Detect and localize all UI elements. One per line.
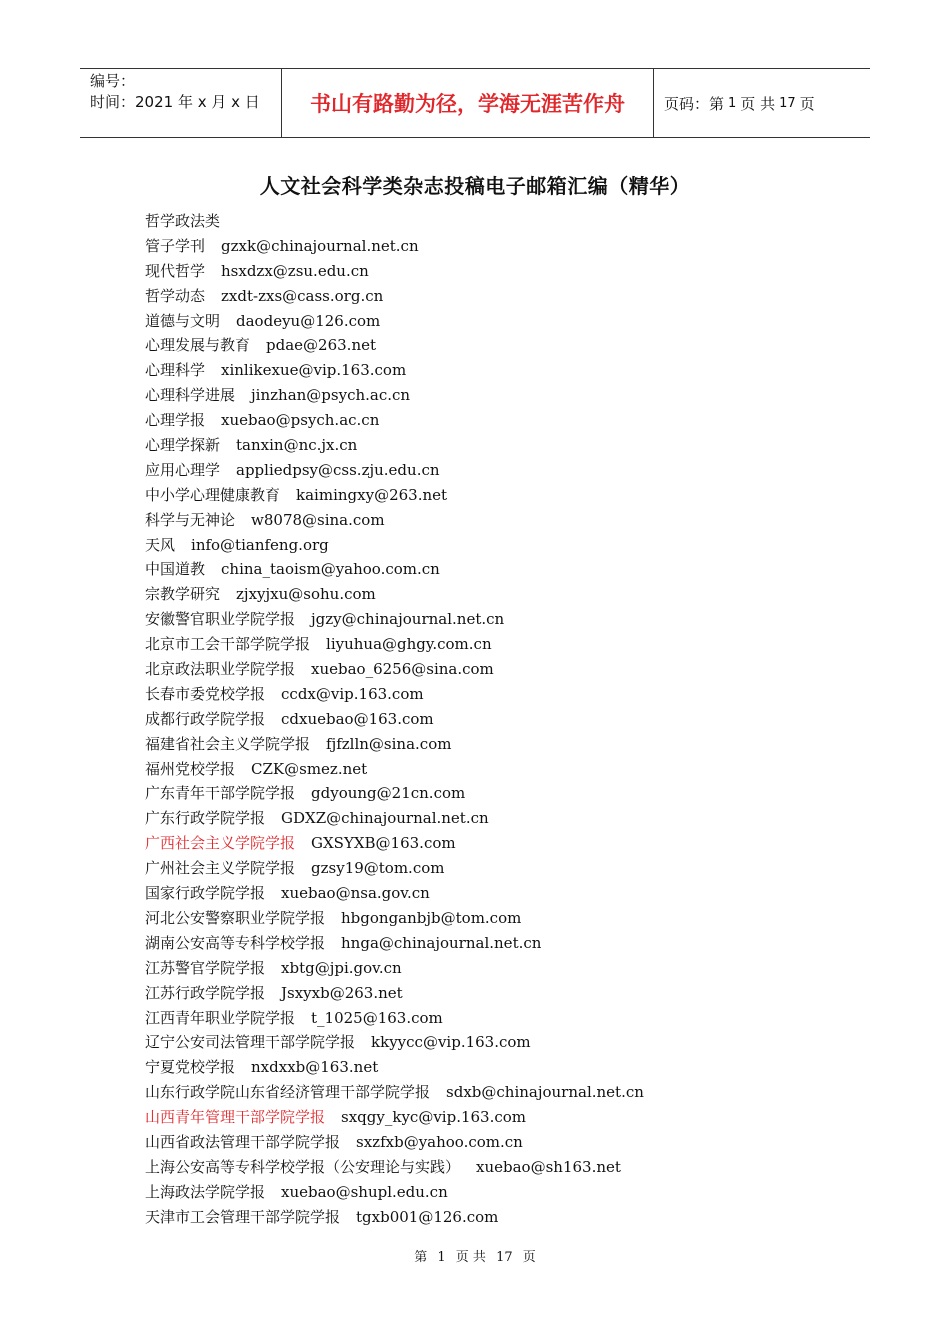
journal-name: 福建省社会主义学院学报 (145, 734, 311, 753)
section-title: 哲学政法类 (145, 212, 221, 230)
journal-email: cdxuebao@163.com (281, 709, 434, 728)
journal-name: 福州党校学报 (145, 759, 236, 778)
list-item (145, 1030, 865, 1055)
journal-email: fjfzlln@sina.com (326, 734, 452, 753)
header-page-end: 页 (799, 94, 815, 113)
list-item (145, 458, 865, 483)
header-number-label: 编号： (90, 72, 136, 90)
journal-email: t_1025@163.com (311, 1008, 443, 1027)
list-item (145, 358, 865, 383)
list-item (145, 508, 865, 533)
list-item (145, 333, 865, 358)
list-item (145, 408, 865, 433)
journal-email: daodeyu@126.com (236, 311, 381, 330)
journal-email: xuebao@psych.ac.cn (221, 411, 380, 430)
list-item (145, 1155, 865, 1180)
journal-email: sxqgy_kyc@vip.163.com (341, 1108, 527, 1127)
journal-email: nxdxxb@163.net (251, 1058, 379, 1077)
journal-name: 哲学动态 (145, 286, 206, 305)
journal-email: sxzfxb@yahoo.com.cn (356, 1132, 523, 1151)
list-item (145, 856, 865, 881)
journal-name: 道德与文明 (145, 311, 221, 330)
journal-name: 湖南公安高等专科学校学报 (145, 933, 326, 952)
journal-email: appliedpsy@css.zju.edu.cn (236, 460, 440, 479)
journal-name: 心理学探新 (145, 436, 221, 455)
document-title: 人文社会科学类杂志投稿电子邮箱汇编（精华） (259, 174, 691, 198)
list-item (145, 1130, 865, 1155)
journal-email: xuebao@shupl.edu.cn (281, 1182, 448, 1201)
list-item (145, 956, 865, 981)
journal-name: 广东行政学院学报 (145, 809, 266, 828)
entry-rows (145, 234, 865, 1230)
list-item (145, 557, 865, 582)
list-item (145, 831, 865, 856)
journal-name: 心理科学进展 (145, 386, 236, 405)
journal-email: sdxb@chinajournal.net.cn (446, 1083, 644, 1102)
journal-email: pdae@263.net (266, 336, 377, 355)
list-item (145, 732, 865, 757)
journal-email: gzxk@chinajournal.net.cn (221, 236, 419, 255)
list-item (145, 1006, 865, 1031)
journal-name: 心理学报 (145, 411, 206, 430)
journal-name: 心理科学 (145, 361, 206, 380)
journal-name: 科学与无神论 (145, 510, 236, 529)
list-item (145, 1105, 865, 1130)
list-item (145, 533, 865, 558)
journal-name: 心理发展与教育 (145, 336, 251, 355)
header-meta (80, 69, 281, 137)
journal-email: xinlikexue@vip.163.com (221, 361, 407, 380)
journal-email: gdyoung@21cn.com (311, 784, 466, 803)
journal-name: 天风 (145, 535, 176, 554)
journal-name: 广州社会主义学院学报 (145, 859, 296, 878)
footer-current-page: 1 (437, 1250, 446, 1265)
list-item (145, 284, 865, 309)
list-item (145, 234, 865, 259)
journal-name: 中国道教 (145, 560, 206, 579)
journal-name: 北京市工会干部学院学报 (145, 635, 311, 654)
list-item (145, 632, 865, 657)
journal-email: kaimingxy@263.net (296, 485, 448, 504)
journal-email: GXSYXB@163.com (311, 834, 456, 853)
list-item (145, 309, 865, 334)
footer-total-pages: 17 (496, 1250, 513, 1265)
journal-email: zjxyjxu@sohu.com (236, 585, 376, 604)
journal-email: GDXZ@chinajournal.net.cn (281, 809, 489, 828)
journal-email: china_taoism@yahoo.com.cn (221, 560, 440, 579)
list-item (145, 981, 865, 1006)
list-item (145, 881, 865, 906)
journal-email: hbgonganbjb@tom.com (341, 908, 522, 927)
journal-name: 山东行政学院山东省经济管理干部学院学报 (145, 1083, 431, 1102)
journal-name: 长春市委党校学报 (145, 684, 266, 703)
journal-name: 安徽警官职业学院学报 (145, 610, 296, 629)
journal-email: gzsy19@tom.com (311, 859, 445, 878)
footer-prefix: 第 (414, 1250, 428, 1265)
list-item (145, 757, 865, 782)
page-footer (0, 1246, 950, 1265)
journal-email: kkyycc@vip.163.com (371, 1033, 531, 1052)
journal-name: 成都行政学院学报 (145, 709, 266, 728)
header-page-total: 17 (779, 95, 796, 111)
journal-email: ccdx@vip.163.com (281, 684, 424, 703)
journal-email: zxdt-zxs@cass.org.cn (221, 286, 384, 305)
journal-email: hnga@chinajournal.net.cn (341, 933, 542, 952)
header-motto: 书山有路勤为径，学海无涯苦作舟 (281, 69, 654, 137)
journal-email: liyuhua@ghgy.com.cn (326, 635, 492, 654)
list-item (145, 806, 865, 831)
journal-email: info@tianfeng.org (191, 535, 329, 554)
journal-name: 山西省政法管理干部学院学报 (145, 1132, 341, 1151)
journal-name: 广东青年干部学院学报 (145, 784, 296, 803)
journal-name: 北京政法职业学院学报 (145, 660, 296, 679)
journal-name: 宁夏党校学报 (145, 1058, 236, 1077)
journal-email: xuebao_6256@sina.com (311, 660, 494, 679)
journal-name: 中小学心理健康教育 (145, 485, 281, 504)
list-item (145, 906, 865, 931)
journal-email: tanxin@nc.jx.cn (236, 436, 358, 455)
list-item (145, 483, 865, 508)
journal-name: 管子学刊 (145, 236, 206, 255)
header-page-current: 1 (728, 95, 737, 111)
header-page-mid: 页 共 (740, 94, 776, 113)
journal-name: 天津市工会管理干部学院学报 (145, 1207, 341, 1226)
list-item (145, 582, 865, 607)
journal-name: 山西青年管理干部学院学报 (145, 1108, 326, 1127)
journal-email: Jsxyxb@263.net (281, 983, 403, 1002)
header-page-label: 页码：第 (664, 94, 725, 113)
journal-email: tgxb001@126.com (356, 1207, 499, 1226)
header-date-label: 时间：2021 年 x 月 x 日 (90, 93, 260, 111)
list-item (145, 707, 865, 732)
journal-email: xbtg@jpi.gov.cn (281, 958, 402, 977)
journal-email: hsxdzx@zsu.edu.cn (221, 261, 369, 280)
list-item (145, 657, 865, 682)
list-item (145, 931, 865, 956)
header-page-info (654, 69, 870, 137)
journal-email: w8078@sina.com (251, 510, 385, 529)
list-item (145, 383, 865, 408)
list-item (145, 259, 865, 284)
journal-name: 辽宁公安司法管理干部学院学报 (145, 1033, 356, 1052)
journal-email: jinzhan@psych.ac.cn (251, 386, 411, 405)
journal-name: 广西社会主义学院学报 (145, 834, 296, 853)
list-item (145, 1080, 865, 1105)
journal-name: 现代哲学 (145, 261, 206, 280)
journal-email: jgzy@chinajournal.net.cn (311, 610, 505, 629)
list-item (145, 607, 865, 632)
journal-name: 江西青年职业学院学报 (145, 1008, 296, 1027)
document-header (80, 68, 870, 138)
journal-name: 上海公安高等专科学校学报（公安理论与实践） (145, 1157, 461, 1176)
journal-name: 江苏行政学院学报 (145, 983, 266, 1002)
footer-mid: 页 共 (455, 1250, 486, 1265)
entry-list (145, 209, 865, 1230)
journal-name: 江苏警官学院学报 (145, 958, 266, 977)
journal-name: 河北公安警察职业学院学报 (145, 908, 326, 927)
list-item (145, 682, 865, 707)
journal-email: xuebao@sh163.net (476, 1157, 621, 1176)
list-item (145, 433, 865, 458)
footer-suffix: 页 (522, 1250, 536, 1265)
journal-email: xuebao@nsa.gov.cn (281, 884, 430, 903)
journal-name: 国家行政学院学报 (145, 884, 266, 903)
list-item (145, 1055, 865, 1080)
list-item (145, 1205, 865, 1230)
list-item (145, 781, 865, 806)
journal-name: 上海政法学院学报 (145, 1182, 266, 1201)
journal-name: 宗教学研究 (145, 585, 221, 604)
journal-email: CZK@smez.net (251, 759, 368, 778)
list-item (145, 1180, 865, 1205)
journal-name: 应用心理学 (145, 460, 221, 479)
